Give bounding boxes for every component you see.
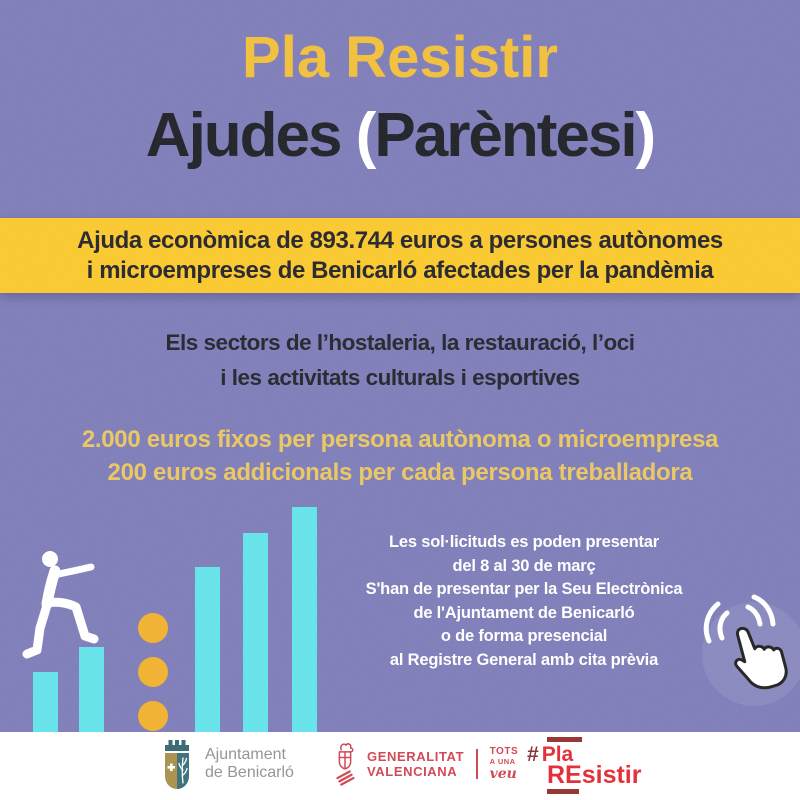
ajuntament-text <box>205 746 294 783</box>
pla-hash: # <box>527 743 539 766</box>
ajuntament-line-1: Ajuntament <box>205 745 286 763</box>
sectors-line-2: i les activitats culturals i esportives <box>220 365 580 390</box>
generalitat-line-2: VALENCIANA <box>367 764 458 779</box>
subtitle-text-parentesi: Parèntesi <box>374 101 636 170</box>
tap-hand-click-icon <box>688 590 800 710</box>
pla-logo-top-bar <box>547 737 582 742</box>
ajuntament-line-2: de Benicarló <box>205 764 294 781</box>
amounts-line-1: 2.000 euros fixos per persona autònoma o microempresa <box>81 426 719 453</box>
banner-line-2: i microempreses de Benicarló afectades per la pandèmia <box>86 257 714 284</box>
tagline-veu: veu <box>489 765 517 782</box>
application-line-3: S'han de presentar per la Seu Electrònica <box>365 580 683 598</box>
generalitat-text <box>367 749 464 780</box>
subtitle-paren-open: ( <box>355 101 375 170</box>
bar-4 <box>243 533 268 732</box>
person-climbing-bars-icon <box>27 551 94 654</box>
sectors-line-1: Els sectors de l’hostaleria, la restauració, l’oci <box>165 330 635 355</box>
application-line-6: al Registre General amb cita prèvia <box>389 650 659 669</box>
aid-amount-banner <box>0 218 800 293</box>
page-subtitle <box>0 100 800 171</box>
pla-logo-bottom-bar <box>547 789 579 794</box>
pla-word: Pla <box>541 743 574 766</box>
application-line-1: Les sol·licituds es poden presentar <box>389 533 659 551</box>
application-line-2: del 8 al 30 de març <box>452 556 596 575</box>
generalitat-valenciana-logo <box>330 740 518 788</box>
amounts-text <box>0 423 800 489</box>
subtitle-paren-close: ) <box>635 101 655 170</box>
ajuntament-benicarlo-logo <box>158 737 294 791</box>
generalitat-line-1: GENERALITAT <box>367 748 465 764</box>
pla-logo-row-2: REsistir <box>547 761 642 789</box>
pla-resistir-logo <box>527 736 657 798</box>
sectors-text <box>0 325 800 395</box>
generalitat-valenciana-emblem-icon <box>330 740 360 788</box>
subtitle-text-ajudes: Ajudes <box>145 101 356 170</box>
logo-divider <box>476 749 478 779</box>
tagline-a-una: A UNA <box>489 757 516 767</box>
three-dots-icon <box>138 613 168 731</box>
rising-bar-chart-icon <box>0 490 340 732</box>
benicarlo-shield-crest-icon <box>158 737 196 791</box>
bar-2 <box>79 647 104 732</box>
bar-3 <box>195 567 220 732</box>
bar-1 <box>33 672 58 732</box>
footer-logos <box>0 732 800 800</box>
application-info-text <box>340 531 708 672</box>
amounts-line-2: 200 euros addicionals per cada persona treballadora <box>107 459 693 486</box>
application-line-4: de l'Ajuntament de Benicarló <box>413 603 635 622</box>
application-line-5: o de forma presencial <box>440 627 608 645</box>
banner-line-1: Ajuda econòmica de 893.744 euros a persones autònomes <box>77 227 723 254</box>
tagline-tots: TOTS <box>489 746 519 758</box>
bar-5 <box>292 507 317 732</box>
tots-a-una-veu-tagline <box>490 747 518 781</box>
page-title: Pla Resistir <box>242 25 558 90</box>
